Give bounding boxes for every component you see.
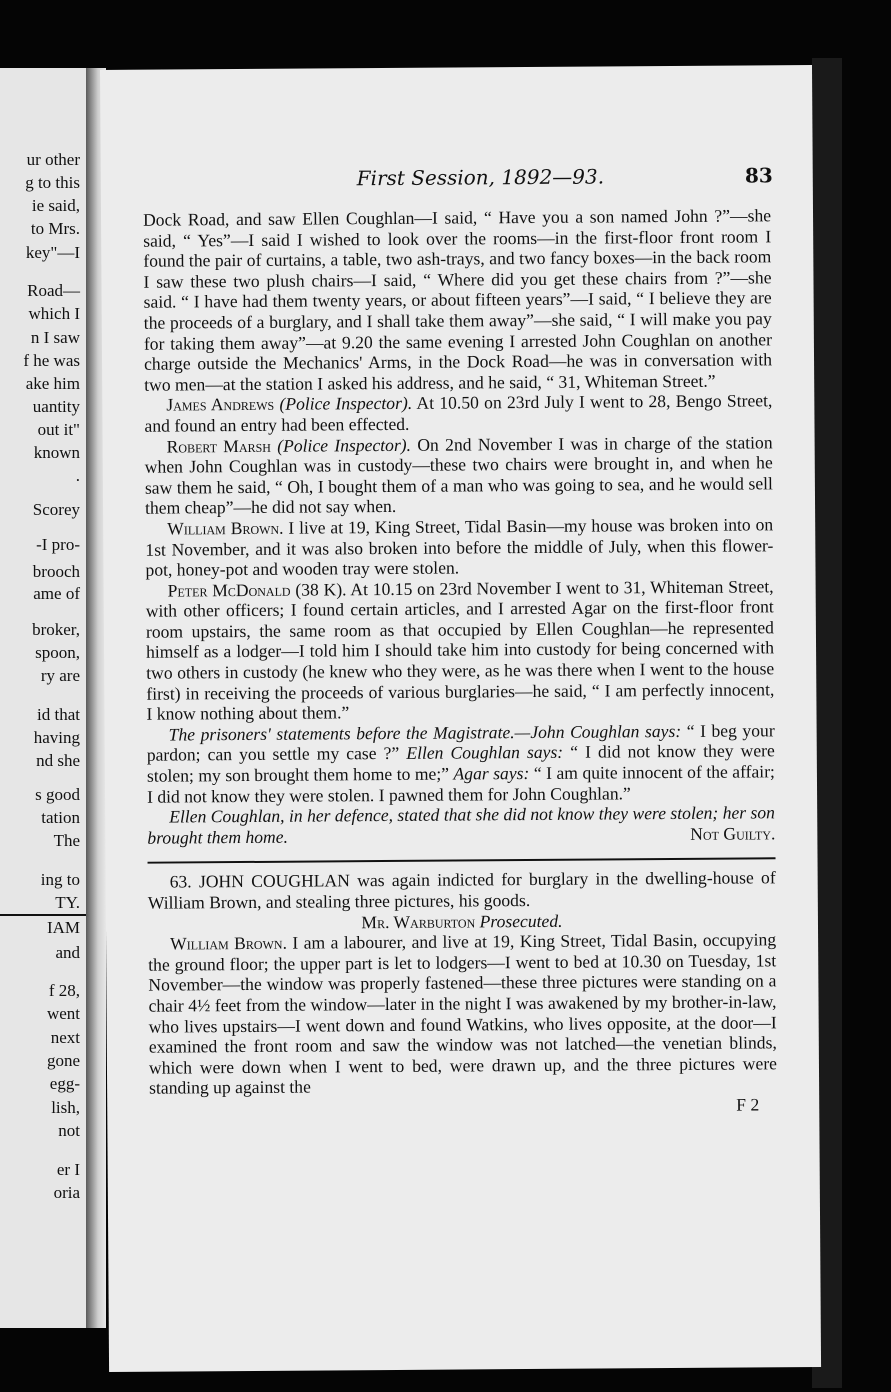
witness-name: Robert Marsh	[166, 435, 271, 457]
case-number: 63.	[169, 871, 192, 892]
witness-name: William Brown.	[167, 517, 284, 539]
facing-page-line: gone	[46, 1051, 80, 1070]
facing-page-line: Road—	[27, 281, 80, 300]
facing-page-line: brooch	[32, 562, 80, 581]
indictment-text: was again indicted for burglary in the dwelling-house of William Brown, and stealing three pictures, his goods.	[147, 867, 776, 913]
verdict: Not Guilty.	[690, 823, 776, 844]
facing-page-line: ie said,	[31, 196, 80, 215]
facing-page-line: having	[33, 728, 80, 747]
statement-text: “ I am quite innocent of the affair; I did not know they were stolen. I pawned them for John Coughlan.”	[147, 761, 775, 807]
facing-page-line: nd she	[36, 751, 80, 770]
witness-name: Peter McDonald	[167, 579, 291, 601]
facing-page-line: f he was	[23, 351, 80, 370]
section-divider	[148, 858, 776, 864]
statement-text: “ I did not know they were stolen; my son brought them home to me;”	[146, 740, 775, 786]
statement-speaker: Agar says:	[453, 763, 530, 784]
facing-page-line: TY.	[55, 893, 80, 912]
facing-page-line: f 28,	[48, 981, 80, 1000]
catchword: F 2	[736, 1094, 760, 1115]
facing-page-line: next	[50, 1028, 80, 1047]
witness-name: James Andrews	[166, 394, 275, 415]
facing-page-line: er I	[56, 1160, 80, 1179]
paragraph-case-63	[148, 868, 776, 914]
defendant-name: JOHN COUGHLAN	[198, 870, 350, 892]
facing-page-line: The	[53, 831, 80, 850]
facing-page-line: known	[33, 443, 80, 462]
facing-page-line: lish,	[51, 1098, 80, 1117]
paragraph-ellen-interview: Dock Road, and saw Ellen Coughlan—I said, “ Have you a son named John ?”—she said, “ Yes”—I said I wished to look over the rooms—in the first-floor front room I found the pair of curtains, a table, two ash-trays, and two fancy boxes—in the back room I saw these two plush chairs—I said, “ Where did you get these chairs from ?”—she said. “ I have had them twenty years, or about fifteen years”—I said, “ I believe they are the proceeds of a burglary, and I shall take them away”—she said, “ I will make you pay for taking them away”—at 9.20 the same evening I arrested John Coughlan on another charge outside the Mechanics' Arms, in the Dock Road—he was in conversation with two men—at the station I asked his address, and he said, “ 31, Whiteman Street.”	[142, 205, 773, 395]
facing-page-line: uantity	[32, 397, 80, 416]
paragraph-james-andrews	[144, 391, 772, 437]
facing-page-line: ame of	[33, 584, 80, 603]
running-title: First Session, 1892—93.	[356, 164, 605, 191]
page-header	[101, 163, 813, 198]
facing-page-line: which I	[28, 304, 80, 323]
facing-page-line: to Mrs.	[30, 219, 80, 238]
facing-page-fragment	[0, 68, 89, 1328]
facing-page-line: and	[55, 943, 80, 962]
page-number: 83	[744, 163, 773, 188]
facing-page-line: ake him	[25, 374, 80, 393]
facing-page-rule	[0, 914, 86, 916]
statement-heading: The prisoners' statements before the Magistrate.—John Coughlan says:	[168, 720, 682, 745]
paragraph-william-brown	[145, 514, 773, 580]
facing-page-line: id that	[37, 705, 80, 724]
witness-name: William Brown.	[170, 932, 287, 954]
witness-testimony: On 2nd November I was in charge of the station when John Coughlan was in custody—these two chairs were brought in, and when he saw them he said, “ Oh, I bought them of a man who was going to sea, and he would sell them cheap”—he did not say when.	[144, 431, 773, 519]
facing-page-line: spoon,	[35, 643, 80, 662]
book-page	[100, 65, 821, 1372]
facing-page-line: n I saw	[30, 328, 80, 347]
prosecutor-name: Mr. Warburton	[361, 910, 476, 932]
facing-page-line: IAM	[46, 918, 80, 937]
facing-page-line: ing to	[40, 870, 80, 889]
prosecutor-role: Prosecuted.	[475, 910, 563, 931]
statement-text: “ I beg your pardon; can you settle my case ?”	[146, 720, 775, 766]
witness-role: (Police Inspector).	[279, 393, 413, 415]
paragraph-defence	[147, 803, 775, 849]
facing-page-line: Scorey	[32, 500, 80, 519]
facing-page-line: oria	[53, 1183, 80, 1202]
facing-page-line: ry are	[40, 666, 80, 685]
page-body	[143, 205, 777, 1119]
statement-speaker: Ellen Coughlan says:	[406, 742, 564, 764]
paragraph-william-brown-2	[148, 929, 777, 1098]
facing-page-line: -I pro-	[36, 535, 80, 554]
facing-page-line: tation	[41, 808, 80, 827]
facing-page-line: not	[58, 1121, 80, 1140]
facing-page-line: out it"	[37, 420, 80, 439]
witness-testimony: I am a labourer, and live at 19, King Street, Tidal Basin, occupying the ground floor; the upper part is let to lodgers—I went to bed at 10.30 on Tuesday, 1st November—the window was properly fastened—these three pictures were standing on a chair 4½ feet from the window—later in the night I was awakened by my brother-in-law, who lives upstairs—I went down and found Watkins, who lives opposite, at the door—I examined the front room and saw the window was not latched—the venetian blinds, which were down when I went to bed, were drawn up, and the three pictures were standing up against the	[148, 929, 778, 1099]
facing-page-line: went	[46, 1004, 80, 1023]
paragraph-prisoners-statements	[147, 720, 776, 807]
facing-page-line: broker,	[32, 620, 80, 639]
witness-testimony: At 10.50 on 23rd July I went to 28, Bengo Street, and found an entry had been effected.	[144, 390, 773, 436]
facing-page-line: key"—I	[25, 243, 80, 262]
witness-role: (Police Inspector).	[277, 434, 412, 456]
facing-page-line: g to this	[25, 173, 80, 192]
facing-page-line: ur other	[26, 150, 80, 169]
defence-text: Ellen Coughlan, in her defence, stated that she did not know they were stolen; her son brought them home.	[147, 802, 776, 848]
facing-page-line: .	[75, 466, 80, 485]
paragraph-robert-marsh	[145, 432, 774, 519]
witness-testimony: (38 K). At 10.15 on 23rd November I went to 31, Whiteman Street, with other officers; I found certain articles, and I arrested Agar on the first-floor front room upstairs, the same room as that occupied by Ellen Coughlan—he represented himself as a lodger—I told him I should take him into custody for being concerned with two others in custody (he knew who they were, as he was there when I went to the house first) in receiving the proceeds of various burglaries—he said, “ I am perfectly innocent, I know nothing about them.”	[145, 575, 775, 724]
paragraph-peter-mcdonald	[146, 576, 775, 725]
facing-page-line: egg-	[49, 1074, 80, 1093]
facing-page-line: s good	[35, 785, 80, 804]
witness-testimony: I live at 19, King Street, Tidal Basin—my house was broken into on 1st November, and it was also broken into before the middle of July, when this flower-pot, honey-pot and wooden tray were stolen.	[145, 514, 774, 580]
